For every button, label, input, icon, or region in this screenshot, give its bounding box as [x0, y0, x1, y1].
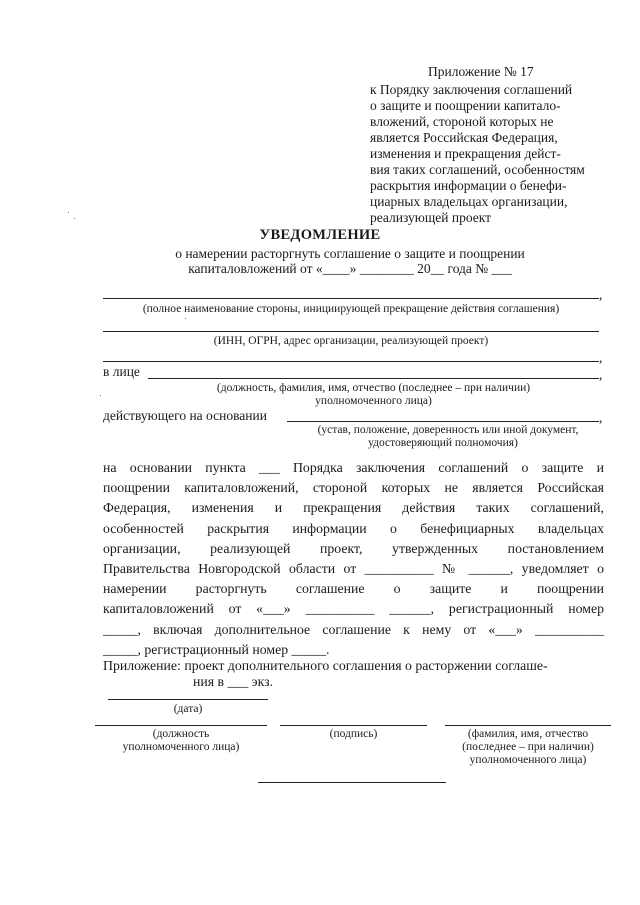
full-name-caption: (последнее – при наличии): [462, 741, 594, 753]
appendix-line: реализующей проект: [370, 210, 492, 225]
appendix-line: раскрытия информации о бенефи-: [370, 178, 567, 193]
appendix-line: изменения и прекращения дейст-: [370, 146, 561, 161]
body-line: поощрении капиталовложений, стороной которых не является Российская: [103, 480, 604, 496]
party-name-line[interactable]: [103, 298, 599, 299]
body-line: намерении расторгнуть соглашение о защите и поощрении: [103, 581, 604, 597]
body-line: _____, регистрационный номер _____.: [103, 641, 330, 657]
basis-caption: (устав, положение, доверенность или иной документ,: [317, 424, 579, 436]
comma: ,: [599, 367, 603, 382]
notice-subtitle-line2: капиталовложений от «____» ________ 20__ года № ___: [188, 261, 512, 276]
full-name-caption: уполномоченного лица): [469, 754, 587, 766]
party-name-caption: (полное наименование стороны, инициирующей прекращение действия соглашения): [142, 303, 560, 315]
body-line: Правительства Новгородской области от __________ № ______, уведомляет о: [103, 561, 604, 577]
signature-caption: (подпись): [329, 728, 378, 740]
person-label: в лице: [103, 364, 140, 379]
inn-ogrn-line[interactable]: [103, 331, 599, 332]
appendix-line: является Российская Федерация,: [370, 130, 558, 145]
appendix-line: вия таких соглашений, особенностям: [370, 162, 585, 177]
body-line: особенностей раскрытия информации о бенефициарных владельцах: [103, 520, 604, 536]
attachment-line: Приложение: проект дополнительного соглашения о расторжении соглаше-: [103, 658, 548, 673]
extra-blank-line[interactable]: [103, 361, 599, 362]
appendix-line: вложений, стороной которых не: [370, 114, 554, 129]
appendix-line: о защите и поощрении капитало-: [370, 98, 561, 113]
scan-speck: [100, 395, 101, 396]
position-line[interactable]: [95, 725, 267, 726]
scan-speck: [74, 218, 75, 219]
body-line: Федерация, изменения и прекращения действия таких соглашений,: [103, 500, 604, 516]
appendix-line: к Порядку заключения соглашений: [370, 82, 573, 97]
basis-line[interactable]: [287, 421, 599, 422]
scan-speck: [185, 318, 186, 319]
appendix-title: Приложение № 17: [428, 64, 534, 79]
full-name-line[interactable]: [445, 725, 611, 726]
attachment-line: ния в ___ экз.: [193, 674, 274, 689]
comma: ,: [599, 410, 603, 425]
person-caption: (должность, фамилия, имя, отчество (последнее – при наличии): [216, 382, 531, 394]
bottom-line[interactable]: [258, 782, 446, 783]
inn-ogrn-caption: (ИНН, ОГРН, адрес организации, реализующей проект): [213, 335, 489, 347]
body-line: на основании пункта ___ Порядка заключения соглашений о защите и: [103, 460, 604, 475]
body-line: организации, реализующей проект, утвержденных постановлением: [103, 540, 604, 556]
person-caption: уполномоченного лица): [315, 395, 432, 407]
date-caption: (дата): [173, 703, 203, 715]
date-line[interactable]: [108, 699, 268, 700]
body-line: _____, включая дополнительное соглашение к нему от «___» __________: [103, 621, 604, 637]
attachment: [103, 658, 548, 690]
comma: ,: [599, 287, 603, 302]
basis-caption: удостоверяющий полномочия): [368, 437, 518, 449]
signature-line[interactable]: [280, 725, 427, 726]
position-caption: (должность: [152, 728, 210, 740]
comma: ,: [599, 350, 603, 365]
notice-subtitle-line1: о намерении расторгнуть соглашение о защите и поощрении: [175, 246, 525, 261]
basis-label: действующего на основании: [103, 408, 267, 423]
person-line[interactable]: [148, 378, 599, 379]
appendix-line: циарных владельцах организации,: [370, 194, 568, 209]
body-line: капиталовложений от «___» __________ ______, регистрационный номер: [103, 601, 604, 617]
position-caption: уполномоченного лица): [122, 741, 240, 753]
full-name-caption: (фамилия, имя, отчество: [467, 728, 589, 740]
notice-title: УВЕДОМЛЕНИЕ: [259, 227, 381, 243]
body-paragraph: [103, 458, 604, 660]
scan-speck: [68, 212, 69, 213]
appendix-text: [370, 82, 585, 226]
